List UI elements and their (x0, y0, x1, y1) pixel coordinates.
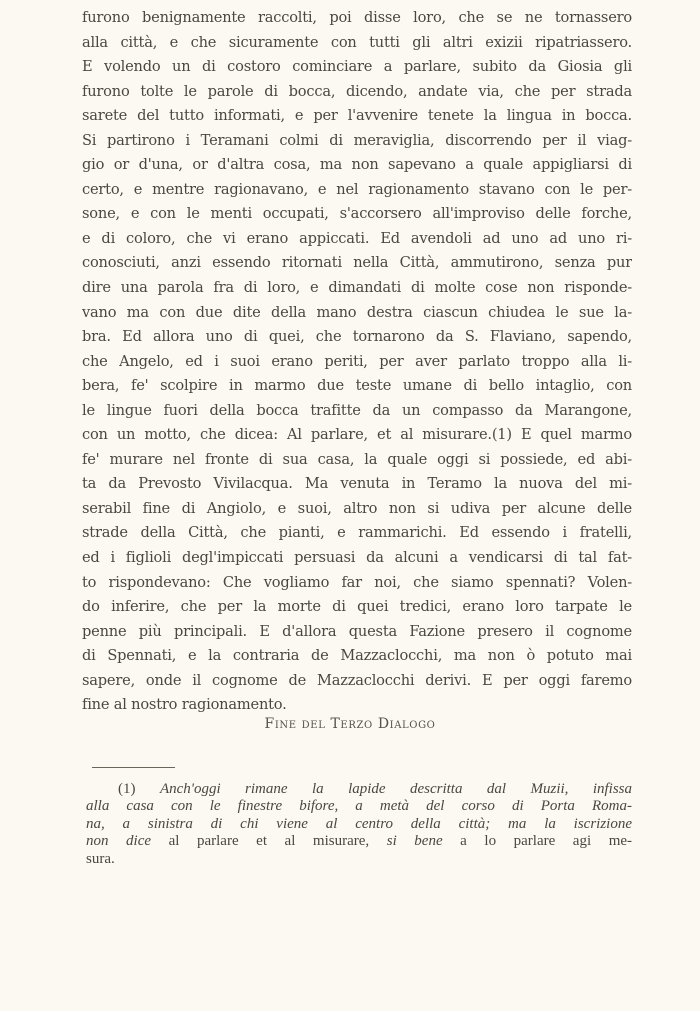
text-line: penne più principali. E d'allora questa Fazione presero il cognome (82, 622, 632, 640)
footnote-divider (92, 767, 175, 768)
text-line: strade della Città, che pianti, e rammarichi. Ed essendo i fratelli, (82, 524, 632, 542)
footnote-text: si bene (386, 833, 443, 850)
text-line: di Spennati, e la contraria de Mazzaclocchi, ma non ò potuto mai (82, 647, 632, 665)
footnote-line: na, a sinistra di chi viene al centro della città; ma la iscrizione (86, 815, 632, 832)
text-line: con un motto, che dicea: Al parlare, et al misurare.(1) E quel marmo (82, 426, 632, 444)
text-line: sarete del tutto informati, e per l'avvenire tenete la lingua in bocca. (82, 107, 632, 125)
text-line: conosciuti, anzi essendo ritornati nella Città, ammutirono, senza pur (82, 254, 632, 272)
text-line: to rispondevano: Che vogliamo far noi, che siamo spennati? Volen- (82, 573, 632, 591)
closing-heading: Fine del Terzo Dialogo (264, 716, 436, 732)
footnote (86, 781, 632, 868)
text-line: serabil fine di Angiolo, e suoi, altro non si udiva per alcune delle (82, 499, 632, 517)
footnote-text: non dice (86, 833, 152, 850)
footnote-line (86, 781, 632, 798)
text-line: vano ma con due dite della mano destra ciascun chiudea le sue la- (82, 303, 632, 321)
body-text (82, 6, 632, 718)
text-line: che Angelo, ed i suoi erano periti, per aver parlato troppo alla li- (82, 352, 632, 370)
text-line: bra. Ed allora uno di quei, che tornarono da S. Flaviano, sapendo, (82, 328, 632, 346)
text-line: e di coloro, che vi erano appiccati. Ed avendoli ad uno ad uno ri- (82, 229, 632, 247)
text-line: do inferire, che per la morte di quei tredici, erano loro tarpate le (82, 598, 632, 616)
text-line: ta da Prevosto Vivilacqua. Ma venuta in Teramo la nuova del mi- (82, 475, 632, 493)
text-line: sapere, onde il cognome de Mazzaclocchi derivi. E per oggi faremo (82, 671, 632, 689)
text-line: dire una parola fra di loro, e dimandati di molte cose non risponde- (82, 279, 632, 297)
footnote-line (86, 833, 632, 850)
text-line: furono tolte le parole di bocca, dicendo, andate via, che per strada (82, 82, 632, 100)
text-line: Si partirono i Teramani colmi di meraviglia, discorrendo per il viag- (82, 131, 632, 149)
footnote-text: al parlare et al misurare, (151, 833, 387, 850)
footnote-line: sura. (86, 850, 115, 867)
text-line: alla città, e che sicuramente con tutti gli altri exizii ripatriassero. (82, 33, 632, 51)
footnote-marker: (1) (118, 781, 136, 797)
text-line: fe' murare nel fronte di sua casa, la quale oggi si possiede, ed abi- (82, 450, 632, 468)
text-line: fine al nostro ragionamento. (82, 696, 287, 714)
text-line: le lingue fuori della bocca trafitte da un compasso da Marangone, (82, 401, 632, 419)
text-line: bera, fe' scolpire in marmo due teste umane di bello intaglio, con (82, 377, 632, 395)
text-line: ed i figlioli degl'impiccati persuasi da alcuni a vendicarsi di tal fat- (82, 549, 632, 567)
footnote-line: alla casa con le finestre bifore, a metà del corso di Porta Roma- (86, 798, 632, 815)
text-line: furono benignamente raccolti, poi disse loro, che se ne tornassero (82, 9, 632, 26)
text-line: certo, e mentre ragionavano, e nel ragionamento stavano con le per- (82, 180, 632, 198)
text-line: gio or d'una, or d'altra cosa, ma non sapevano a quale appigliarsi di (82, 156, 632, 174)
text-line: E volendo un di costoro cominciare a parlare, subito da Giosia gli (82, 58, 632, 76)
footnote-text: Anch'oggi rimane la lapide descritta dal Muzii, infissa (159, 781, 633, 797)
text-line: sone, e con le menti occupati, s'accorsero all'improviso delle forche, (82, 205, 632, 223)
footnote-text: a lo parlare agi me- (442, 833, 633, 850)
